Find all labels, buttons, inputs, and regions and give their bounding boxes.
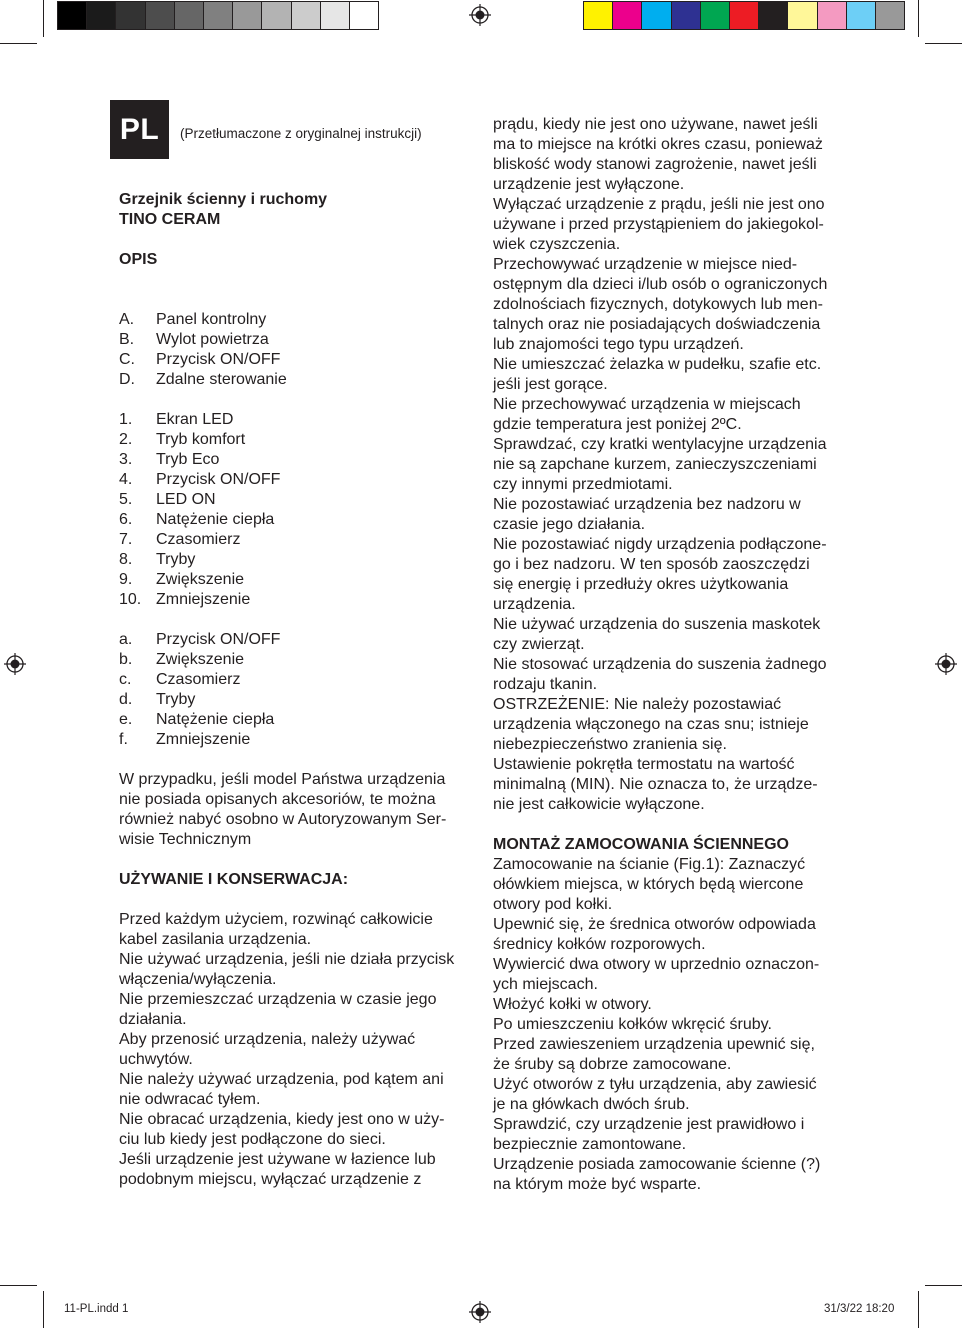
text-line: bezpiecznie zamontowane.	[493, 1136, 687, 1153]
text-line: Ustawienie pokrętła termostatu na wartość	[493, 756, 795, 773]
text-line: Zamocowanie na ścianie (Fig.1): Zaznaczyć	[493, 856, 806, 873]
text-line: czasie jego działania.	[493, 516, 646, 533]
text-line: lub znajomości tego typu urządzeń.	[493, 336, 744, 353]
list-item-label: Przycisk ON/OFF	[156, 471, 281, 488]
text-line: Sprawdzać, czy kratki wentylacyjne urządzenia	[493, 436, 827, 453]
list-item	[119, 530, 474, 550]
crop-mark	[918, 0, 919, 37]
list-item-label: Czasomierz	[156, 531, 241, 548]
color-swatch	[146, 2, 175, 29]
footer-datetime: 31/3/22 18:20	[824, 1303, 895, 1315]
list-item	[119, 350, 474, 370]
grayscale-color-bar	[57, 1, 379, 30]
text-line: talnych oraz nie posiadających doświadczenia	[493, 316, 821, 333]
list-item-key: d.	[119, 691, 133, 708]
text-line: Przed każdym użyciem, rozwinąć całkowicie	[119, 911, 433, 928]
text-line: Aby przenosić urządzenia, należy używać	[119, 1031, 416, 1048]
list-item	[119, 630, 474, 650]
text-line: ma to miejsce na krótki okres czasu, ponieważ	[493, 136, 823, 153]
list-item-label: Wylot powietrza	[156, 331, 269, 348]
list-item-key: e.	[119, 711, 133, 728]
list-item-label: Natężenie ciepła	[156, 511, 275, 528]
list-item	[119, 470, 474, 490]
accessory-note	[119, 770, 474, 850]
list-item	[119, 510, 474, 530]
text-line: na którym może być wsparte.	[493, 1176, 702, 1193]
text-line: że śruby są dobrze zamocowane.	[493, 1056, 732, 1073]
list-item-label: LED ON	[156, 491, 216, 508]
text-line: kabel zasilania urządzenia.	[119, 931, 312, 948]
list-item	[119, 650, 474, 670]
text-line: Wywiercić dwa otwory w uprzednio oznaczon-	[493, 956, 820, 973]
list-item-key: C.	[119, 351, 135, 368]
list-item	[119, 310, 474, 330]
safety-paragraph	[493, 115, 853, 815]
list-item-key: 9.	[119, 571, 133, 588]
text-line: zdolnościach fizycznych, dotykowych lub men-	[493, 296, 823, 313]
list-item-key: a.	[119, 631, 133, 648]
text-line: rodzaju tkanin.	[493, 676, 598, 693]
text-line: Sprawdzić, czy urządzenie jest prawidłowo i	[493, 1116, 805, 1133]
text-line: prądu, kiedy nie jest ono używane, nawet jeśli	[493, 116, 818, 133]
text-line: włączenia/wyłączenia.	[119, 971, 277, 988]
text-line: Nie stosować urządzenia do suszenia żadnego	[493, 656, 827, 673]
list-item-key: A.	[119, 311, 135, 328]
text-line: Nie umieszczać żelazka w pudełku, szafie etc.	[493, 356, 822, 373]
text-line: wisie Technicznym	[119, 831, 252, 848]
text-line: gdzie temperatura jest poniżej 2ºC.	[493, 416, 742, 433]
text-line: czy innymi przedmiotami.	[493, 476, 673, 493]
mounting-paragraph	[493, 855, 853, 1195]
text-line: Włożyć kołki w otwory.	[493, 996, 652, 1013]
list-item-key: 10.	[119, 591, 142, 608]
text-line: działania.	[119, 1011, 187, 1028]
text-line: Przed zawieszeniem urządzenia upewnić się,	[493, 1036, 815, 1053]
text-line: minimalną (MIN). Nie oznacza to, że urządze-	[493, 776, 818, 793]
list-item	[119, 430, 474, 450]
color-swatch	[175, 2, 204, 29]
text-line: czy zwierząt.	[493, 636, 585, 653]
list-item-label: Przycisk ON/OFF	[156, 631, 281, 648]
text-line: nie są zapchane kurzem, zanieczyszczeniami	[493, 456, 817, 473]
text-line: uchwytów.	[119, 1051, 193, 1068]
text-line: niebezpieczeństwo zranienia się.	[493, 736, 727, 753]
text-line: się energię i przedłuży okres użytkowania	[493, 576, 789, 593]
list-item	[119, 370, 474, 390]
color-swatch	[87, 2, 116, 29]
list-item-key: 4.	[119, 471, 133, 488]
crop-mark	[0, 43, 37, 44]
list-item	[119, 450, 474, 470]
color-swatch	[847, 2, 876, 29]
remote-control-list	[119, 630, 474, 750]
color-swatch	[204, 2, 233, 29]
text-line: Urządzenie posiada zamocowanie ścienne (?)	[493, 1156, 821, 1173]
registration-mark-icon	[4, 653, 26, 675]
registration-mark-icon	[469, 4, 491, 26]
color-swatch	[788, 2, 817, 29]
mounting-heading: MONTAŻ ZAMOCOWANIA ŚCIENNEGO	[493, 836, 789, 853]
text-line: nie odwracać tyłem.	[119, 1091, 261, 1108]
language-badge: PL	[110, 100, 169, 159]
color-swatch	[701, 2, 730, 29]
crop-mark	[43, 0, 44, 37]
list-item-label: Ekran LED	[156, 411, 234, 428]
list-item-key: f.	[119, 731, 128, 748]
registration-mark-icon	[469, 1301, 491, 1323]
text-line: Wyłączać urządzenie z prądu, jeśli nie jest ono	[493, 196, 825, 213]
text-line: urządzenie jest wyłączone.	[493, 176, 685, 193]
color-swatch	[58, 2, 87, 29]
list-item	[119, 330, 474, 350]
text-line: go i bez nadzoru. W ten sposób zaoszczędzi	[493, 556, 810, 573]
list-item	[119, 730, 474, 750]
text-line: wiek czyszczenia.	[493, 236, 621, 253]
list-item-key: D.	[119, 371, 135, 388]
text-line: Nie używać urządzenia do suszenia maskotek	[493, 616, 821, 633]
list-item-key: 1.	[119, 411, 133, 428]
left-column	[119, 190, 474, 1190]
list-item	[119, 710, 474, 730]
color-swatch	[730, 2, 759, 29]
color-swatch	[321, 2, 350, 29]
text-line: urządzenia włączonego na czas snu; istnieje	[493, 716, 809, 733]
list-item-key: 6.	[119, 511, 133, 528]
list-item-label: Czasomierz	[156, 671, 241, 688]
list-item	[119, 670, 474, 690]
list-item-label: Przycisk ON/OFF	[156, 351, 281, 368]
color-swatch	[292, 2, 321, 29]
text-line: nie posiada opisanych akcesoriów, te można	[119, 791, 436, 808]
description-heading: OPIS	[119, 251, 158, 268]
list-item-label: Zmniejszenie	[156, 591, 251, 608]
list-item-key: 3.	[119, 451, 133, 468]
list-item-label: Natężenie ciepła	[156, 711, 275, 728]
text-line: Nie pozostawiać nigdy urządzenia podłączone-	[493, 536, 827, 553]
list-item	[119, 550, 474, 570]
parts-list-upper	[119, 310, 474, 390]
list-item	[119, 570, 474, 590]
text-line: Upewnić się, że średnica otworów odpowiada	[493, 916, 816, 933]
text-line: otwory pod kołki.	[493, 896, 613, 913]
text-line: ciu lub kiedy jest podłączone do sieci.	[119, 1131, 386, 1148]
color-swatch	[613, 2, 642, 29]
crop-mark	[0, 1285, 37, 1286]
list-item	[119, 490, 474, 510]
list-item-label: Panel kontrolny	[156, 311, 267, 328]
list-item-key: B.	[119, 331, 135, 348]
color-swatch	[876, 2, 904, 29]
translation-note: (Przetłumaczone z oryginalnej instrukcji)	[180, 126, 422, 141]
list-item	[119, 410, 474, 430]
text-line: Jeśli urządzenie jest używane w łazience lub	[119, 1151, 436, 1168]
text-line: jeśli jest gorące.	[493, 376, 608, 393]
list-item-label: Zmniejszenie	[156, 731, 251, 748]
crop-mark	[918, 1291, 919, 1328]
color-swatch	[116, 2, 145, 29]
text-line: Nie pozostawiać urządzenia bez nadzoru w	[493, 496, 801, 513]
list-item-key: c.	[119, 671, 132, 688]
list-item-label: Zwiększenie	[156, 651, 245, 668]
text-line: ostępnym dla dzieci i/lub osób o ograniczonych	[493, 276, 828, 293]
product-model: TINO CERAM	[119, 211, 221, 228]
list-item-label: Zwiększenie	[156, 571, 245, 588]
color-swatch	[350, 2, 378, 29]
color-swatch	[642, 2, 671, 29]
text-line: podobnym miejscu, wyłączać urządzenie z	[119, 1171, 422, 1188]
product-title: Grzejnik ścienny i ruchomy	[119, 191, 328, 208]
text-line: Nie należy używać urządzenia, pod kątem ani	[119, 1071, 444, 1088]
use-heading: UŻYWANIE I KONSERWACJA:	[119, 871, 349, 888]
text-line: Nie używać urządzenia, jeśli nie działa przycisk	[119, 951, 455, 968]
text-line: używane i przed przystąpieniem do jakiegokol-	[493, 216, 824, 233]
right-column	[493, 115, 853, 1195]
text-line: Nie obracać urządzenia, kiedy jest ono w uży-	[119, 1111, 445, 1128]
text-line: średnicy kołków rozporowych.	[493, 936, 706, 953]
color-swatch	[818, 2, 847, 29]
list-item-key: 8.	[119, 551, 133, 568]
crop-mark	[925, 1285, 962, 1286]
text-line: ołówkiem miejsca, w których będą wiercone	[493, 876, 804, 893]
text-line: bliskość wody stanowi zagrożenie, nawet jeśli	[493, 156, 817, 173]
text-line: je na główkach dwóch śrub.	[493, 1096, 690, 1113]
color-swatch	[584, 2, 613, 29]
text-line: Użyć otworów z tyłu urządzenia, aby zawiesić	[493, 1076, 817, 1093]
list-item-label: Tryby	[156, 691, 196, 708]
registration-mark-icon	[935, 653, 957, 675]
process-color-bar	[583, 1, 905, 30]
text-line: Nie przemieszczać urządzenia w czasie jego	[119, 991, 437, 1008]
list-item	[119, 690, 474, 710]
text-line: Przechowywać urządzenie w miejsce nied-	[493, 256, 798, 273]
footer-file-name: 11-PL.indd 1	[64, 1303, 129, 1315]
list-item-label: Zdalne sterowanie	[156, 371, 287, 388]
text-line: W przypadku, jeśli model Państwa urządzenia	[119, 771, 446, 788]
text-line: nie jest całkowicie wyłączone.	[493, 796, 705, 813]
text-line: ych miejscach.	[493, 976, 598, 993]
list-item	[119, 590, 474, 610]
text-line: urządzenia.	[493, 596, 576, 613]
crop-mark	[925, 43, 962, 44]
list-item-key: b.	[119, 651, 133, 668]
text-line: Nie przechowywać urządzenia w miejscach	[493, 396, 801, 413]
list-item-key: 5.	[119, 491, 133, 508]
list-item-key: 7.	[119, 531, 133, 548]
list-item-label: Tryby	[156, 551, 196, 568]
color-swatch	[233, 2, 262, 29]
list-item-key: 2.	[119, 431, 133, 448]
color-swatch	[672, 2, 701, 29]
text-line: OSTRZEŻENIE: Nie należy pozostawiać	[493, 696, 782, 713]
text-line: również nabyć osobno w Autoryzowanym Ser-	[119, 811, 447, 828]
color-swatch	[759, 2, 788, 29]
crop-mark	[43, 1291, 44, 1328]
color-swatch	[262, 2, 291, 29]
text-line: Po umieszczeniu kołków wkręcić śruby.	[493, 1016, 772, 1033]
use-paragraph	[119, 910, 474, 1190]
control-panel-list	[119, 410, 474, 610]
list-item-label: Tryb komfort	[156, 431, 246, 448]
list-item-label: Tryb Eco	[156, 451, 220, 468]
